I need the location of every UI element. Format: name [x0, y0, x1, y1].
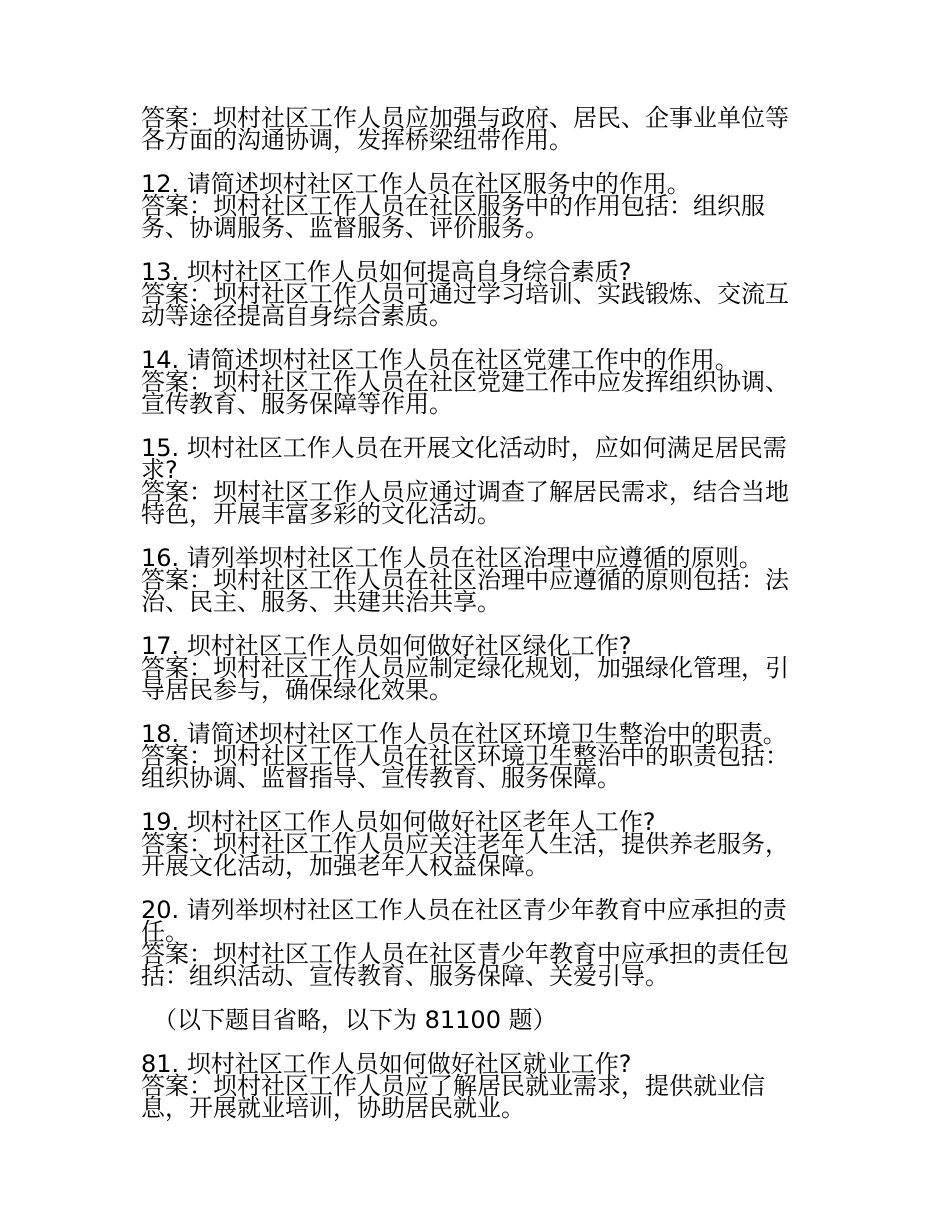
document-content	[141, 104, 816, 1141]
question-line: 12. 请简述坝村社区工作人员在社区服务中的作用。	[141, 170, 691, 198]
qa-block-15	[141, 434, 816, 528]
question-line: 20. 请列举坝村社区工作人员在社区青少年教育中应承担的责	[141, 896, 787, 924]
answer-line: 特色，开展丰富多彩的文化活动。	[141, 500, 501, 528]
answer-line: 答案：坝村社区工作人员在社区青少年教育中应承担的责任包	[141, 940, 789, 968]
answer-line: 务、协调服务、监督服务、评价服务。	[141, 214, 549, 242]
answer-line: 括：组织活动、宣传教育、服务保障、关爱引导。	[141, 962, 669, 990]
answer-line: 答案：坝村社区工作人员应关注老年人生活，提供养老服务，	[141, 830, 789, 858]
answer-line: 答案：坝村社区工作人员应通过调查了解居民需求，结合当地	[141, 478, 789, 506]
qa-block-13	[141, 258, 816, 330]
question-line: 18. 请简述坝村社区工作人员在社区环境卫生整治中的职责。	[141, 720, 787, 748]
question-line: 81. 坝村社区工作人员如何做好社区就业工作?	[141, 1050, 632, 1078]
question-line: 15. 坝村社区工作人员在开展文化活动时，应如何满足居民需	[141, 434, 787, 462]
answer-line: 开展文化活动，加强老年人权益保障。	[141, 852, 549, 880]
qa-block-19	[141, 808, 816, 880]
answer-line: 息，开展就业培训，协助居民就业。	[141, 1094, 525, 1122]
qa-block-17	[141, 632, 816, 704]
answer-line: 导居民参与，确保绿化效果。	[141, 676, 453, 704]
qa-block-81	[141, 1050, 816, 1122]
answer-line: 答案：坝村社区工作人员应了解居民就业需求，提供就业信	[141, 1072, 765, 1100]
qa-block-18	[141, 720, 816, 792]
question-line: 任。	[141, 918, 189, 946]
answer-line: 答案：坝村社区工作人员可通过学习培训、实践锻炼、交流互	[141, 280, 789, 308]
answer-line: 答案：坝村社区工作人员在社区党建工作中应发挥组织协调、	[141, 368, 789, 396]
question-line: 14. 请简述坝村社区工作人员在社区党建工作中的作用。	[141, 346, 739, 374]
answer-line: 动等途径提高自身综合素质。	[141, 302, 453, 330]
question-line: 16. 请列举坝村社区工作人员在社区治理中应遵循的原则。	[141, 544, 763, 572]
qa-block-20	[141, 896, 816, 990]
answer-line: 宣传教育、服务保障等作用。	[141, 390, 453, 418]
answer-line: 组织协调、监督指导、宣传教育、服务保障。	[141, 764, 621, 792]
qa-block-11	[141, 104, 816, 154]
qa-block-16	[141, 544, 816, 616]
answer-line: 答案：坝村社区工作人员在社区环境卫生整治中的职责包括：	[141, 742, 789, 770]
answer-line: 治、民主、服务、共建共治共享。	[141, 588, 501, 616]
answer-line: 答案：坝村社区工作人员在社区服务中的作用包括：组织服	[141, 192, 765, 220]
question-line: 13. 坝村社区工作人员如何提高自身综合素质?	[141, 258, 632, 286]
answer-line: 各方面的沟通协调，发挥桥梁纽带作用。	[141, 126, 573, 154]
question-line: 求?	[141, 456, 178, 484]
qa-block-12	[141, 170, 816, 242]
question-line: 19. 坝村社区工作人员如何做好社区老年人工作?	[141, 808, 656, 836]
omitted-questions-note: （以下题目省略，以下为 81100 题）	[153, 1006, 557, 1034]
answer-line: 答案：坝村社区工作人员应加强与政府、居民、企事业单位等	[141, 104, 789, 132]
answer-line: 答案：坝村社区工作人员在社区治理中应遵循的原则包括：法	[141, 566, 789, 594]
qa-block-14	[141, 346, 816, 418]
answer-line: 答案：坝村社区工作人员应制定绿化规划，加强绿化管理，引	[141, 654, 789, 682]
question-line: 17. 坝村社区工作人员如何做好社区绿化工作?	[141, 632, 632, 660]
